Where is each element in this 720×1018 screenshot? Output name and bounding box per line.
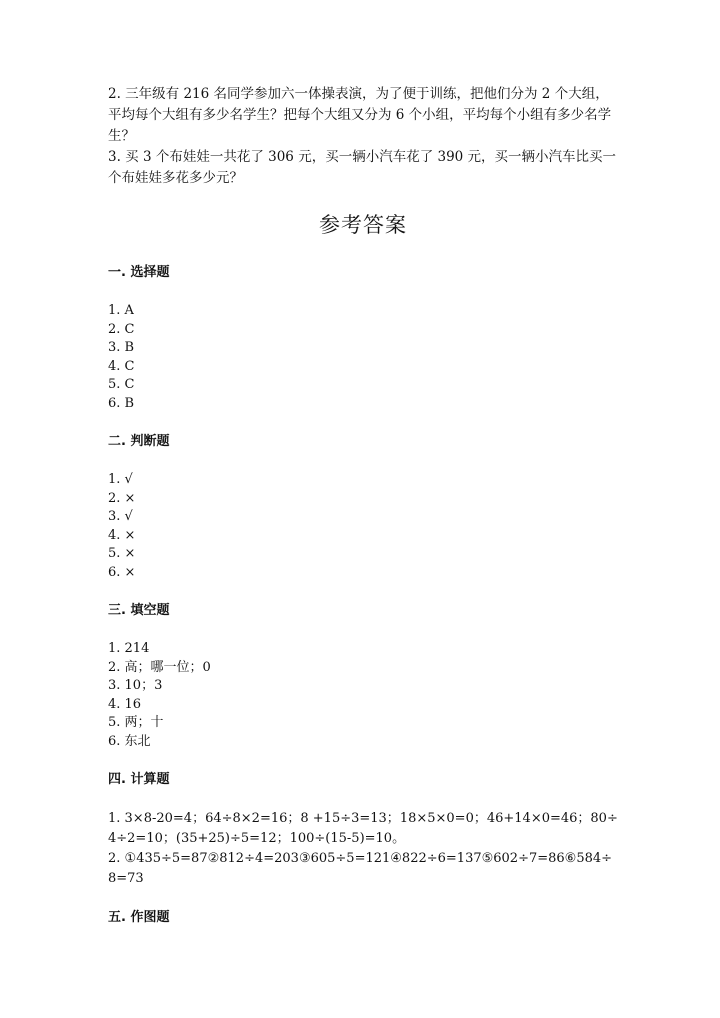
word-problems — [108, 84, 618, 189]
answer-item: 5. C — [108, 377, 135, 392]
section-drawing — [108, 908, 618, 928]
answer-list — [108, 302, 618, 413]
section-heading: 一. 选择题 — [108, 265, 170, 280]
answer-item: 4. × — [108, 527, 136, 543]
answer-item: 2. ①435÷5=87②812÷4=203③605÷5=121④822÷6=137⑤602÷7=86⑥584÷8=73 — [108, 851, 613, 886]
section-heading: 二. 判断题 — [108, 434, 170, 449]
answer-list — [108, 640, 618, 751]
section-heading: 三. 填空题 — [108, 603, 170, 618]
question-2: 2. 三年级有 216 名同学参加六一体操表演，为了便于训练，把他们分为 2 个大组，平均每个大组有多少名学生？把每个大组又分为 6 个小组，平均每个小组有多少名学生？ — [108, 86, 612, 144]
answer-item: 1. 3×8-20=4；64÷8×2=16；8 +15÷3=13；18×5×0=0；46+14×0=46；80÷4÷2=10；(35+25)÷5=12；100÷(15-5)=10。 — [108, 811, 618, 846]
section-fill-blank — [108, 601, 618, 751]
question-3: 3. 买 3 个布娃娃一共花了 306 元，买一辆小汽车花了 390 元，买一辆小汽车比买一个布娃娃多花多少元？ — [108, 149, 617, 186]
section-true-false — [108, 432, 618, 582]
document-page — [108, 84, 618, 947]
answer-item: 1. √ — [108, 472, 133, 487]
answer-item: 5. 两；十 — [108, 715, 164, 730]
answer-item: 3. 10；3 — [108, 678, 163, 693]
answer-list — [108, 471, 618, 582]
answer-item: 4. 16 — [108, 696, 142, 712]
answer-item: 3. B — [108, 340, 135, 355]
section-heading: 五. 作图题 — [108, 910, 170, 925]
answer-item: 6. × — [108, 564, 136, 580]
answer-item: 5. × — [108, 546, 136, 561]
answer-item: 1. A — [108, 303, 134, 318]
answer-item: 2. C — [108, 321, 135, 337]
answer-item: 1. 214 — [108, 641, 150, 656]
answer-item: 6. B — [108, 395, 135, 411]
answer-item: 2. 高；哪一位；0 — [108, 659, 211, 675]
section-heading: 四. 计算题 — [108, 772, 170, 787]
answer-key-title: 参考答案 — [319, 213, 407, 237]
answer-list — [108, 809, 618, 889]
answer-item: 2. × — [108, 490, 136, 506]
answer-item: 4. C — [108, 358, 135, 374]
section-calculation — [108, 770, 618, 889]
section-multiple-choice — [108, 263, 618, 413]
answer-item: 3. √ — [108, 509, 133, 524]
answer-item: 6. 东北 — [108, 733, 151, 749]
